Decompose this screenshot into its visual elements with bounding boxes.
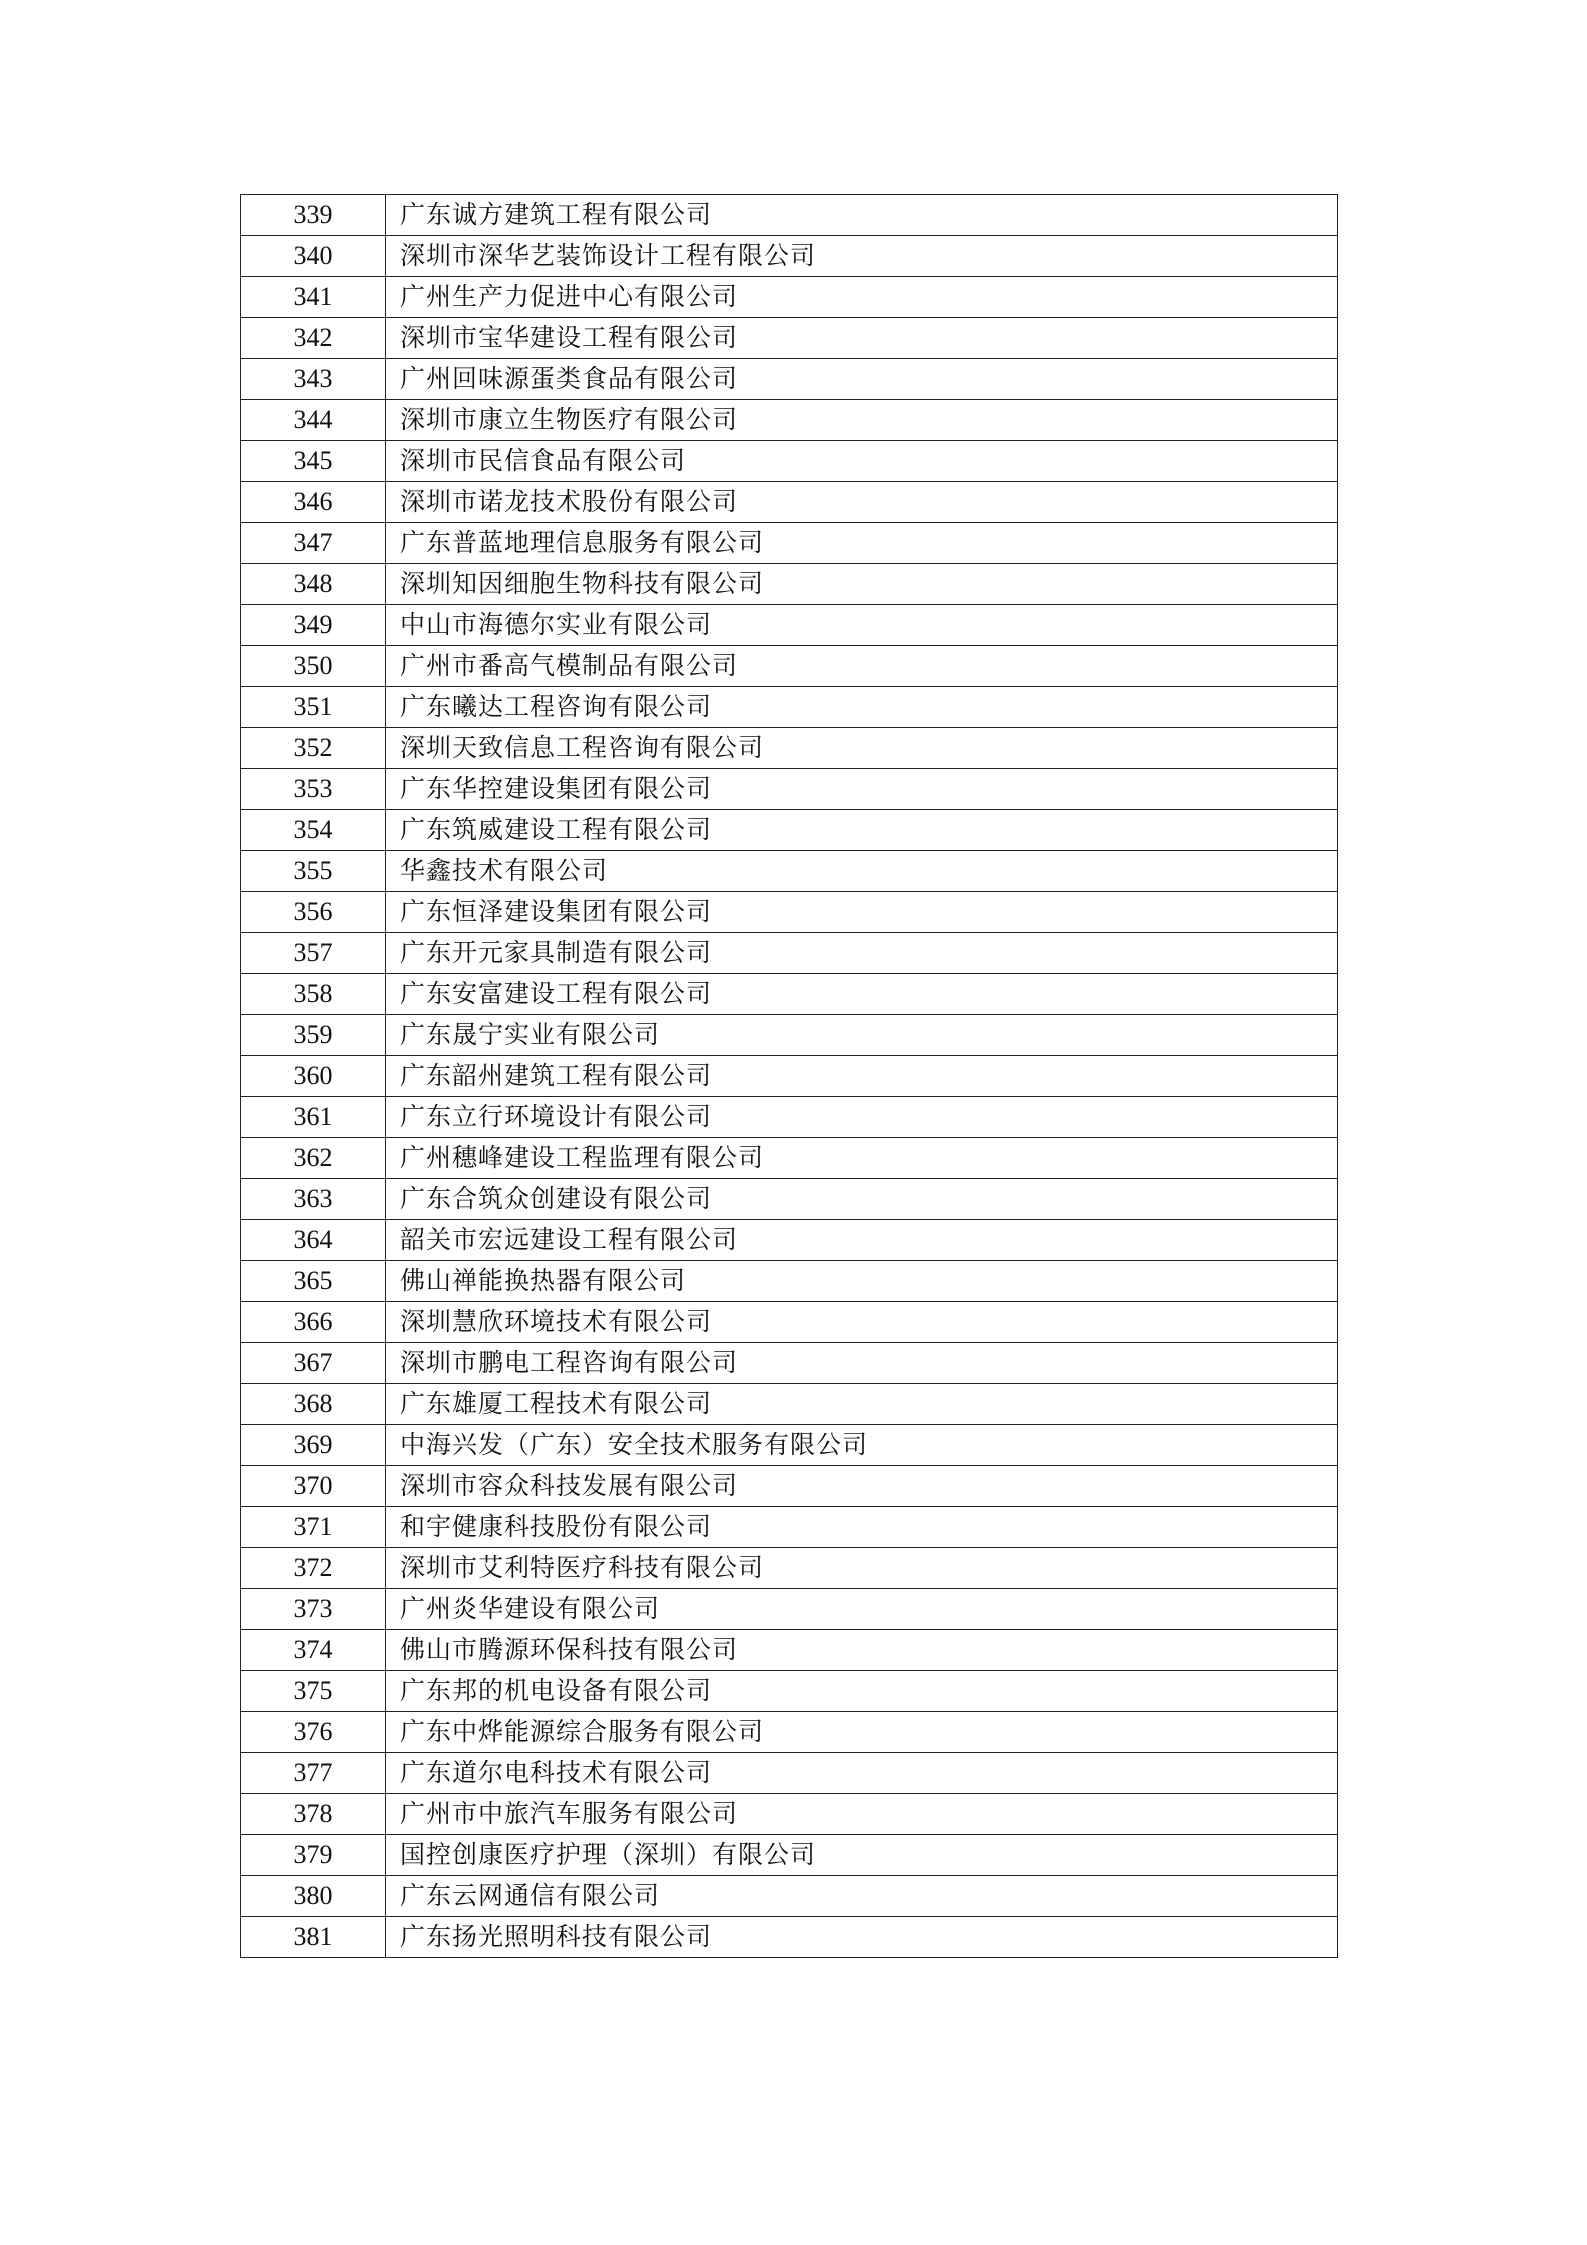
company-name-cell: 广东扬光照明科技有限公司 xyxy=(386,1917,1338,1958)
table-row xyxy=(241,1138,1338,1179)
row-number-cell: 376 xyxy=(241,1712,386,1753)
row-number-cell: 373 xyxy=(241,1589,386,1630)
row-number-cell: 381 xyxy=(241,1917,386,1958)
company-name-cell: 中海兴发（广东）安全技术服务有限公司 xyxy=(386,1425,1338,1466)
row-number-cell: 380 xyxy=(241,1876,386,1917)
company-name-cell: 广东开元家具制造有限公司 xyxy=(386,933,1338,974)
table-row xyxy=(241,1753,1338,1794)
row-number-cell: 372 xyxy=(241,1548,386,1589)
row-number-cell: 347 xyxy=(241,523,386,564)
table-row xyxy=(241,810,1338,851)
company-name-cell: 深圳市民信食品有限公司 xyxy=(386,441,1338,482)
company-name-cell: 广东雄厦工程技术有限公司 xyxy=(386,1384,1338,1425)
company-name-cell: 广东晟宁实业有限公司 xyxy=(386,1015,1338,1056)
company-name-cell: 华鑫技术有限公司 xyxy=(386,851,1338,892)
table-row xyxy=(241,318,1338,359)
table-row xyxy=(241,1097,1338,1138)
company-name-cell: 广东韶州建筑工程有限公司 xyxy=(386,1056,1338,1097)
table-row xyxy=(241,1056,1338,1097)
company-name-cell: 广东中烨能源综合服务有限公司 xyxy=(386,1712,1338,1753)
table-row xyxy=(241,1220,1338,1261)
table-row xyxy=(241,441,1338,482)
row-number-cell: 351 xyxy=(241,687,386,728)
table-row xyxy=(241,523,1338,564)
table-row xyxy=(241,1876,1338,1917)
row-number-cell: 370 xyxy=(241,1466,386,1507)
row-number-cell: 375 xyxy=(241,1671,386,1712)
table-row xyxy=(241,359,1338,400)
row-number-cell: 369 xyxy=(241,1425,386,1466)
row-number-cell: 362 xyxy=(241,1138,386,1179)
row-number-cell: 353 xyxy=(241,769,386,810)
row-number-cell: 346 xyxy=(241,482,386,523)
row-number-cell: 367 xyxy=(241,1343,386,1384)
row-number-cell: 364 xyxy=(241,1220,386,1261)
table-row xyxy=(241,933,1338,974)
company-name-cell: 深圳市艾利特医疗科技有限公司 xyxy=(386,1548,1338,1589)
table-row xyxy=(241,1794,1338,1835)
row-number-cell: 363 xyxy=(241,1179,386,1220)
table-row xyxy=(241,892,1338,933)
company-name-cell: 广东邦的机电设备有限公司 xyxy=(386,1671,1338,1712)
company-name-cell: 广州炎华建设有限公司 xyxy=(386,1589,1338,1630)
company-name-cell: 国控创康医疗护理（深圳）有限公司 xyxy=(386,1835,1338,1876)
table-row xyxy=(241,646,1338,687)
table-row xyxy=(241,1671,1338,1712)
table-row xyxy=(241,400,1338,441)
table-row xyxy=(241,195,1338,236)
table-row xyxy=(241,1466,1338,1507)
company-name-cell: 中山市海德尔实业有限公司 xyxy=(386,605,1338,646)
company-name-cell: 广东道尔电科技术有限公司 xyxy=(386,1753,1338,1794)
table-row xyxy=(241,1425,1338,1466)
row-number-cell: 357 xyxy=(241,933,386,974)
row-number-cell: 343 xyxy=(241,359,386,400)
table-row xyxy=(241,769,1338,810)
row-number-cell: 340 xyxy=(241,236,386,277)
row-number-cell: 360 xyxy=(241,1056,386,1097)
company-name-cell: 广州市番高气模制品有限公司 xyxy=(386,646,1338,687)
row-number-cell: 366 xyxy=(241,1302,386,1343)
table-row xyxy=(241,1261,1338,1302)
row-number-cell: 350 xyxy=(241,646,386,687)
table-row xyxy=(241,851,1338,892)
company-name-cell: 广州穗峰建设工程监理有限公司 xyxy=(386,1138,1338,1179)
table-row xyxy=(241,1630,1338,1671)
company-name-cell: 深圳市宝华建设工程有限公司 xyxy=(386,318,1338,359)
company-name-cell: 广东云网通信有限公司 xyxy=(386,1876,1338,1917)
table-row xyxy=(241,1712,1338,1753)
row-number-cell: 358 xyxy=(241,974,386,1015)
company-name-cell: 深圳市诺龙技术股份有限公司 xyxy=(386,482,1338,523)
row-number-cell: 342 xyxy=(241,318,386,359)
company-name-cell: 深圳市鹏电工程咨询有限公司 xyxy=(386,1343,1338,1384)
company-name-cell: 韶关市宏远建设工程有限公司 xyxy=(386,1220,1338,1261)
row-number-cell: 355 xyxy=(241,851,386,892)
company-name-cell: 深圳天致信息工程咨询有限公司 xyxy=(386,728,1338,769)
row-number-cell: 371 xyxy=(241,1507,386,1548)
row-number-cell: 365 xyxy=(241,1261,386,1302)
company-name-cell: 深圳慧欣环境技术有限公司 xyxy=(386,1302,1338,1343)
company-name-cell: 广东立行环境设计有限公司 xyxy=(386,1097,1338,1138)
company-name-cell: 广东安富建设工程有限公司 xyxy=(386,974,1338,1015)
table-row xyxy=(241,1343,1338,1384)
company-name-cell: 深圳知因细胞生物科技有限公司 xyxy=(386,564,1338,605)
row-number-cell: 356 xyxy=(241,892,386,933)
company-name-cell: 广州回味源蛋类食品有限公司 xyxy=(386,359,1338,400)
table-row xyxy=(241,1384,1338,1425)
table-row xyxy=(241,1835,1338,1876)
table-row xyxy=(241,1548,1338,1589)
table-row xyxy=(241,277,1338,318)
company-name-cell: 广州生产力促进中心有限公司 xyxy=(386,277,1338,318)
company-name-cell: 和宇健康科技股份有限公司 xyxy=(386,1507,1338,1548)
table-row xyxy=(241,236,1338,277)
row-number-cell: 344 xyxy=(241,400,386,441)
row-number-cell: 345 xyxy=(241,441,386,482)
row-number-cell: 361 xyxy=(241,1097,386,1138)
table-row xyxy=(241,687,1338,728)
company-name-cell: 佛山禅能换热器有限公司 xyxy=(386,1261,1338,1302)
table-row xyxy=(241,1302,1338,1343)
company-name-cell: 广东诚方建筑工程有限公司 xyxy=(386,195,1338,236)
row-number-cell: 359 xyxy=(241,1015,386,1056)
company-name-cell: 广州市中旅汽车服务有限公司 xyxy=(386,1794,1338,1835)
company-name-cell: 广东筑威建设工程有限公司 xyxy=(386,810,1338,851)
company-name-cell: 佛山市腾源环保科技有限公司 xyxy=(386,1630,1338,1671)
row-number-cell: 352 xyxy=(241,728,386,769)
table-row xyxy=(241,728,1338,769)
row-number-cell: 354 xyxy=(241,810,386,851)
company-name-cell: 广东华控建设集团有限公司 xyxy=(386,769,1338,810)
row-number-cell: 349 xyxy=(241,605,386,646)
company-name-cell: 广东合筑众创建设有限公司 xyxy=(386,1179,1338,1220)
company-name-cell: 广东曦达工程咨询有限公司 xyxy=(386,687,1338,728)
table-row xyxy=(241,1015,1338,1056)
table-row xyxy=(241,1917,1338,1958)
table-row xyxy=(241,1179,1338,1220)
row-number-cell: 377 xyxy=(241,1753,386,1794)
company-name-cell: 广东普蓝地理信息服务有限公司 xyxy=(386,523,1338,564)
row-number-cell: 379 xyxy=(241,1835,386,1876)
table-row xyxy=(241,1589,1338,1630)
row-number-cell: 348 xyxy=(241,564,386,605)
table-row xyxy=(241,974,1338,1015)
table-row xyxy=(241,482,1338,523)
company-name-cell: 深圳市康立生物医疗有限公司 xyxy=(386,400,1338,441)
row-number-cell: 341 xyxy=(241,277,386,318)
table-row xyxy=(241,1507,1338,1548)
table-row xyxy=(241,564,1338,605)
row-number-cell: 339 xyxy=(241,195,386,236)
row-number-cell: 378 xyxy=(241,1794,386,1835)
row-number-cell: 374 xyxy=(241,1630,386,1671)
company-list-body xyxy=(241,195,1338,1958)
company-name-cell: 深圳市容众科技发展有限公司 xyxy=(386,1466,1338,1507)
table-row xyxy=(241,605,1338,646)
row-number-cell: 368 xyxy=(241,1384,386,1425)
company-name-cell: 广东恒泽建设集团有限公司 xyxy=(386,892,1338,933)
company-name-cell: 深圳市深华艺装饰设计工程有限公司 xyxy=(386,236,1338,277)
company-list-table xyxy=(240,194,1338,1958)
